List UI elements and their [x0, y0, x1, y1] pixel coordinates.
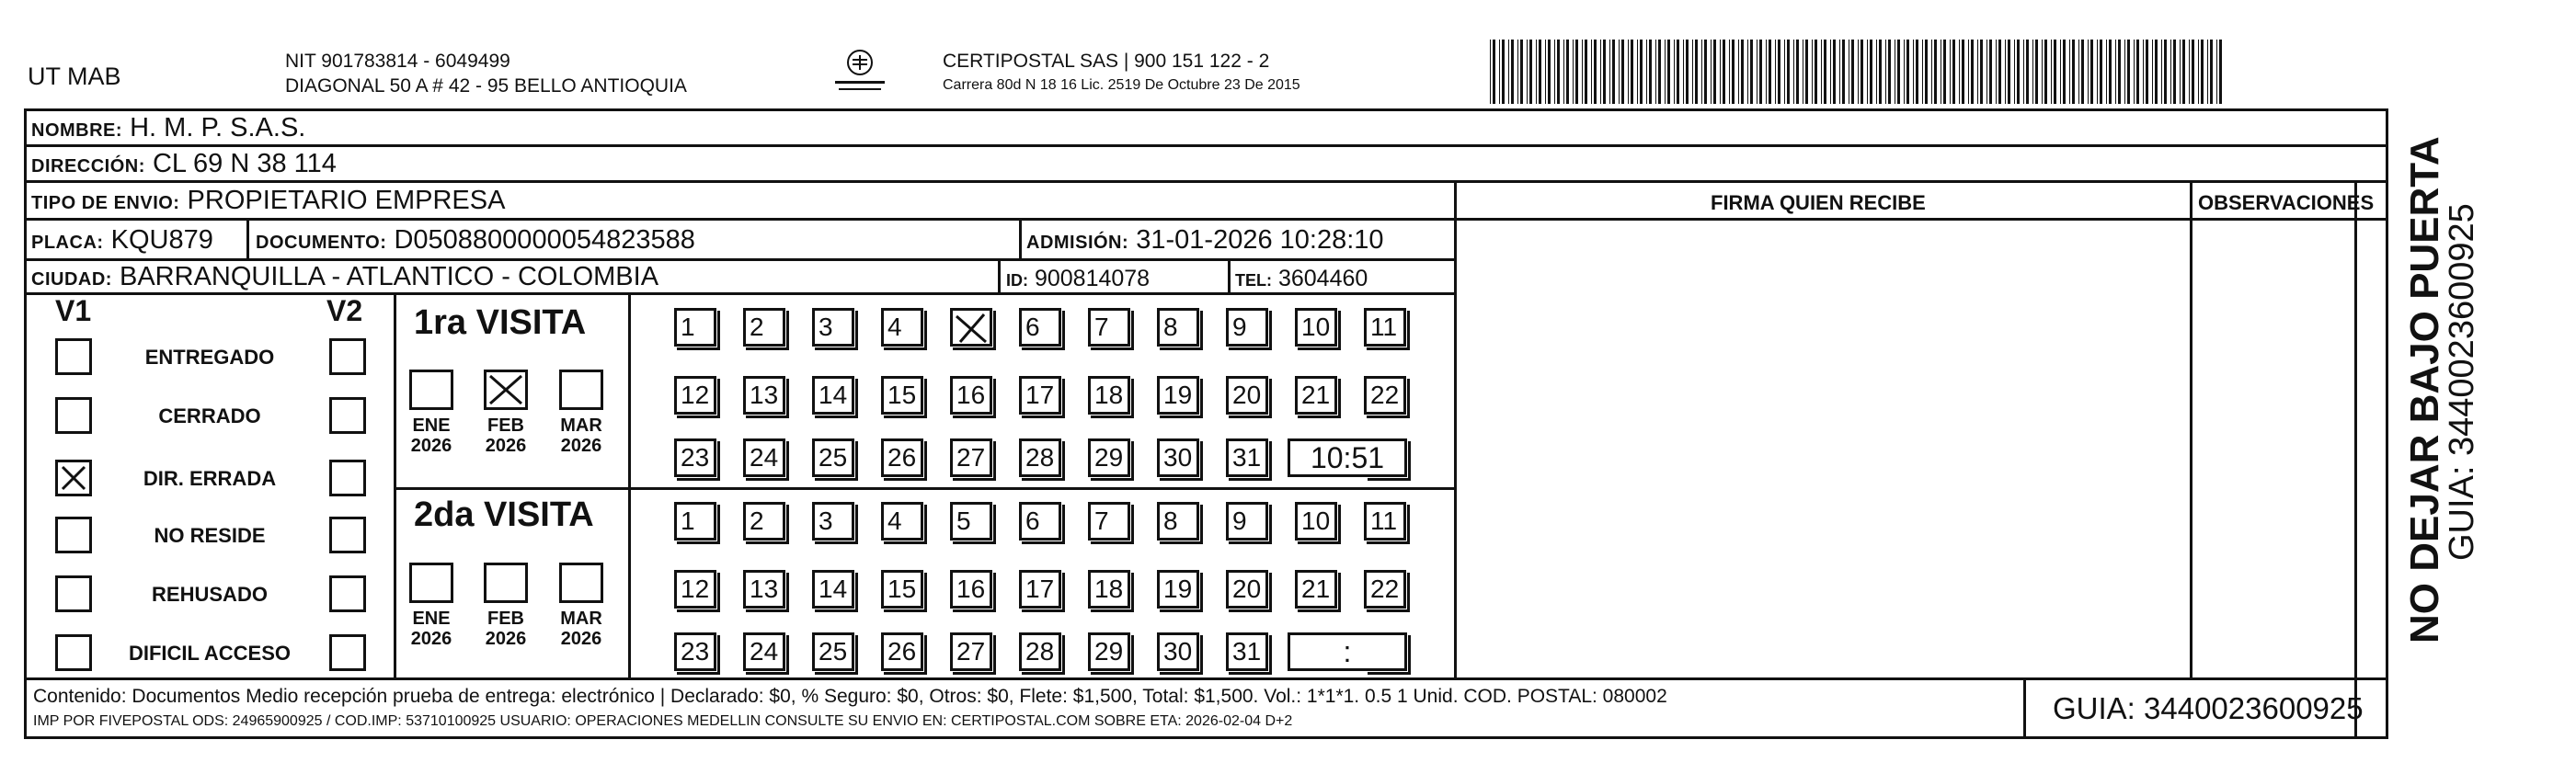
day-box[interactable]	[1088, 570, 1130, 609]
v1-checkbox[interactable]	[55, 634, 92, 671]
status-label: DIFICIL ACCESO	[128, 642, 291, 665]
v2-checkbox[interactable]	[329, 517, 366, 553]
day-number: 2	[750, 313, 764, 341]
barcode	[1490, 40, 2226, 104]
day-number: 4	[887, 313, 902, 341]
day-box[interactable]	[1157, 570, 1199, 609]
day-number: 18	[1094, 575, 1124, 603]
year-label: 2026	[560, 629, 602, 649]
day-box[interactable]	[674, 632, 716, 671]
day-box[interactable]	[950, 502, 992, 541]
day-number: 22	[1370, 381, 1400, 409]
day-box[interactable]	[881, 376, 923, 415]
day-box[interactable]	[674, 376, 716, 415]
day-box[interactable]	[1226, 632, 1268, 671]
v2-checkbox[interactable]	[329, 634, 366, 671]
day-box[interactable]	[1364, 502, 1406, 541]
day-box[interactable]	[1157, 632, 1199, 671]
day-number: 12	[681, 575, 710, 603]
day-number: 10	[1301, 313, 1331, 341]
v2-checkbox[interactable]	[329, 397, 366, 434]
day-box[interactable]	[1226, 376, 1268, 415]
day-box[interactable]	[881, 632, 923, 671]
visit1-title: 1ra VISITA	[414, 303, 587, 342]
visit2-title: 2da VISITA	[414, 495, 594, 534]
day-number: 6	[1025, 507, 1040, 535]
v2-checkbox[interactable]	[329, 460, 366, 496]
day-number: 3	[819, 313, 833, 341]
id-row	[1006, 263, 1150, 296]
day-number: 19	[1163, 381, 1193, 409]
day-box[interactable]	[1364, 308, 1406, 347]
day-number: 31	[1232, 443, 1262, 472]
day-number: 17	[1025, 575, 1055, 603]
status-label: DIR. ERRADA	[143, 467, 277, 490]
day-number: 16	[956, 381, 986, 409]
day-box[interactable]	[881, 502, 923, 541]
day-box[interactable]	[1295, 502, 1337, 541]
tipo-row	[31, 185, 505, 219]
observaciones-column-title: OBSERVACIONES	[2198, 191, 2375, 214]
day-box[interactable]	[1088, 376, 1130, 415]
year-label: 2026	[485, 436, 527, 456]
day-number: 1	[681, 507, 695, 535]
v1-checkbox[interactable]	[55, 397, 92, 434]
tel-label: TEL:	[1235, 271, 1272, 290]
month-label: MAR	[560, 415, 602, 436]
year-label: 2026	[410, 629, 452, 649]
day-number: 18	[1094, 381, 1124, 409]
placa-value: KQU879	[110, 225, 213, 255]
day-box[interactable]	[1295, 570, 1337, 609]
month-label: ENE	[412, 609, 451, 629]
day-number: 31	[1232, 637, 1262, 666]
admision-label: ADMISIÓN:	[1026, 233, 1129, 253]
day-box[interactable]	[1295, 376, 1337, 415]
day-box[interactable]	[1364, 570, 1406, 609]
status-label: ENTREGADO	[144, 346, 275, 369]
footer-content: Contenido: Documentos Medio recepción prueba de entrega: electrónico | Declarado: $0, % Seguro: $0, Otros: $0, Flete: $1,500, Total: $1,500. Vol.: 1*1*1. 0.5 1 Unid. COD. POSTAL: 080002	[33, 686, 1667, 707]
day-number: 15	[887, 575, 917, 603]
day-box[interactable]	[1157, 308, 1199, 347]
day-box[interactable]	[1019, 632, 1061, 671]
day-number: 8	[1163, 507, 1178, 535]
day-box[interactable]	[950, 376, 992, 415]
day-number: 21	[1301, 575, 1331, 603]
side-warning: NO DEJAR BAJO PUERTA	[2402, 136, 2447, 643]
day-box[interactable]	[1157, 438, 1199, 477]
documento-row	[256, 224, 695, 258]
day-box[interactable]	[1088, 502, 1130, 541]
day-box[interactable]	[950, 632, 992, 671]
day-box[interactable]	[1226, 502, 1268, 541]
month-label: FEB	[487, 609, 524, 629]
carrier-license: Carrera 80d N 18 16 Lic. 2519 De Octubre 23 De 2015	[943, 77, 1300, 93]
day-box[interactable]	[674, 570, 716, 609]
placa-row	[31, 224, 213, 258]
day-number: 23	[681, 443, 710, 472]
day-number: 10	[1301, 507, 1331, 535]
day-box-checked[interactable]	[950, 308, 992, 347]
day-number: 1	[681, 313, 695, 341]
day-box[interactable]	[881, 308, 923, 347]
day-box[interactable]	[812, 502, 854, 541]
day-box[interactable]	[1364, 376, 1406, 415]
carrier-name: CERTIPOSTAL SAS | 900 151 122 - 2	[943, 51, 1270, 72]
v2-checkbox[interactable]	[329, 338, 366, 375]
direccion-row	[31, 148, 337, 182]
footer-print-info: IMP POR FIVEPOSTAL ODS: 24965900925 / COD.IMP: 53710100925 USUARIO: OPERACIONES MEDELLIN CONSULTE SU ENVIO EN: CERTIPOSTAL.COM SOBRE ETA: 2026-02-04 D+2	[33, 713, 1293, 729]
day-box[interactable]	[1226, 308, 1268, 347]
day-number: 19	[1163, 575, 1193, 603]
tipo-label: TIPO DE ENVIO:	[31, 193, 180, 213]
nombre-row	[31, 112, 305, 146]
day-box[interactable]	[1088, 438, 1130, 477]
day-number: 14	[819, 381, 848, 409]
day-number: 24	[750, 443, 779, 472]
day-box[interactable]	[743, 570, 785, 609]
admision-value: 31-01-2026 10:28:10	[1136, 225, 1384, 255]
v1-header: V1	[55, 294, 92, 327]
day-number: 22	[1370, 575, 1400, 603]
nombre-value: H. M. P. S.A.S.	[130, 113, 306, 142]
day-number: 30	[1163, 637, 1193, 666]
nombre-label: NOMBRE:	[31, 120, 123, 141]
day-box[interactable]	[1088, 308, 1130, 347]
company-nit: NIT 901783814 - 6049499	[285, 51, 510, 72]
day-number: 13	[750, 381, 779, 409]
id-value: 900814078	[1034, 266, 1151, 291]
day-number: 25	[819, 443, 848, 472]
day-number: 26	[887, 637, 917, 666]
day-box[interactable]	[1019, 570, 1061, 609]
day-box[interactable]	[812, 438, 854, 477]
day-number: 24	[750, 637, 779, 666]
day-number: 4	[887, 507, 902, 535]
v1-checkbox[interactable]	[55, 517, 92, 553]
guia-number: GUIA: 3440023600925	[2053, 691, 2364, 725]
day-box[interactable]	[1019, 438, 1061, 477]
day-number: 27	[956, 637, 986, 666]
month-checkbox[interactable]	[559, 563, 603, 603]
month-label: ENE	[412, 415, 451, 436]
status-label: REHUSADO	[152, 583, 268, 606]
firma-column-title: FIRMA QUIEN RECIBE	[1711, 191, 1926, 214]
tel-value: 3604460	[1277, 266, 1368, 291]
v1-checkbox[interactable]	[55, 460, 92, 496]
day-box[interactable]	[1295, 308, 1337, 347]
day-number: 9	[1232, 313, 1247, 341]
documento-label: DOCUMENTO:	[256, 233, 387, 253]
tel-row	[1235, 263, 1368, 296]
year-label: 2026	[485, 629, 527, 649]
month-checkbox[interactable]	[409, 563, 453, 603]
month-checkbox[interactable]	[559, 370, 603, 410]
status-label: CERRADO	[158, 404, 261, 427]
company-address: DIAGONAL 50 A # 42 - 95 BELLO ANTIOQUIA	[285, 75, 687, 97]
month-checkbox[interactable]	[484, 370, 528, 410]
day-number: 20	[1232, 575, 1262, 603]
day-number: 13	[750, 575, 779, 603]
ciudad-row	[31, 261, 658, 295]
day-box[interactable]	[1019, 502, 1061, 541]
day-box[interactable]	[743, 308, 785, 347]
day-box[interactable]	[1157, 376, 1199, 415]
day-box[interactable]	[1226, 438, 1268, 477]
day-box[interactable]	[812, 308, 854, 347]
signature-area[interactable]	[1459, 222, 2187, 676]
placa-label: PLACA:	[31, 233, 104, 253]
month-label: MAR	[560, 609, 602, 629]
day-number: 16	[956, 575, 986, 603]
month-label: FEB	[487, 415, 524, 436]
day-number: 27	[956, 443, 986, 472]
ciudad-value: BARRANQUILLA - ATLANTICO - COLOMBIA	[120, 262, 659, 291]
tipo-value: PROPIETARIO EMPRESA	[187, 186, 506, 215]
day-number: 28	[1025, 637, 1055, 666]
day-box[interactable]	[1226, 570, 1268, 609]
day-number: 11	[1370, 507, 1398, 535]
day-number: 8	[1163, 313, 1178, 341]
certipostal-logo	[828, 46, 892, 101]
day-box[interactable]	[743, 632, 785, 671]
day-box[interactable]	[674, 308, 716, 347]
day-box[interactable]	[743, 376, 785, 415]
day-box[interactable]	[743, 438, 785, 477]
day-box[interactable]	[812, 632, 854, 671]
day-number: 25	[819, 637, 848, 666]
day-box[interactable]	[674, 438, 716, 477]
day-number: 29	[1094, 443, 1124, 472]
documento-value: D0508800000054823588	[394, 225, 695, 255]
month-checkbox[interactable]	[409, 370, 453, 410]
day-box[interactable]	[950, 570, 992, 609]
day-number: 30	[1163, 443, 1193, 472]
day-number: 9	[1232, 507, 1247, 535]
day-box[interactable]	[881, 438, 923, 477]
observations-area[interactable]	[2194, 222, 2353, 676]
day-box[interactable]	[1088, 632, 1130, 671]
day-box[interactable]	[674, 502, 716, 541]
visit-time-box[interactable]: 10:51	[1288, 438, 1407, 477]
side-guia: GUIA: 3440023600925	[2443, 203, 2481, 561]
day-box[interactable]	[1019, 308, 1061, 347]
v1-checkbox[interactable]	[55, 575, 92, 612]
day-number: 6	[1025, 313, 1040, 341]
day-box[interactable]	[812, 376, 854, 415]
v1-checkbox[interactable]	[55, 338, 92, 375]
day-box[interactable]	[1019, 376, 1061, 415]
day-number: 2	[750, 507, 764, 535]
day-box[interactable]	[1157, 502, 1199, 541]
day-number: 21	[1301, 381, 1331, 409]
day-box[interactable]	[950, 438, 992, 477]
day-number: 5	[956, 507, 971, 535]
day-number: 7	[1094, 313, 1109, 341]
admision-row	[1026, 224, 1384, 258]
day-number: 14	[819, 575, 848, 603]
direccion-value: CL 69 N 38 114	[152, 149, 337, 178]
visit-time-box[interactable]: :	[1288, 632, 1407, 671]
year-label: 2026	[560, 436, 602, 456]
day-number: 17	[1025, 381, 1055, 409]
day-number: 11	[1370, 313, 1398, 341]
company-name: UT MAB	[28, 63, 121, 90]
status-label: NO RESIDE	[154, 524, 266, 547]
direccion-label: DIRECCIÓN:	[31, 156, 145, 176]
day-box[interactable]	[881, 570, 923, 609]
day-box[interactable]	[812, 570, 854, 609]
v2-header: V2	[326, 294, 363, 327]
day-number: 29	[1094, 637, 1124, 666]
v2-checkbox[interactable]	[329, 575, 366, 612]
day-number: 12	[681, 381, 710, 409]
year-label: 2026	[410, 436, 452, 456]
month-checkbox[interactable]	[484, 563, 528, 603]
id-label: ID:	[1006, 271, 1028, 290]
day-number: 28	[1025, 443, 1055, 472]
day-box[interactable]	[743, 502, 785, 541]
day-number: 15	[887, 381, 917, 409]
day-number: 7	[1094, 507, 1109, 535]
day-number: 23	[681, 637, 710, 666]
day-number: 26	[887, 443, 917, 472]
day-number: 3	[819, 507, 833, 535]
day-number: 20	[1232, 381, 1262, 409]
ciudad-label: CIUDAD:	[31, 269, 112, 290]
